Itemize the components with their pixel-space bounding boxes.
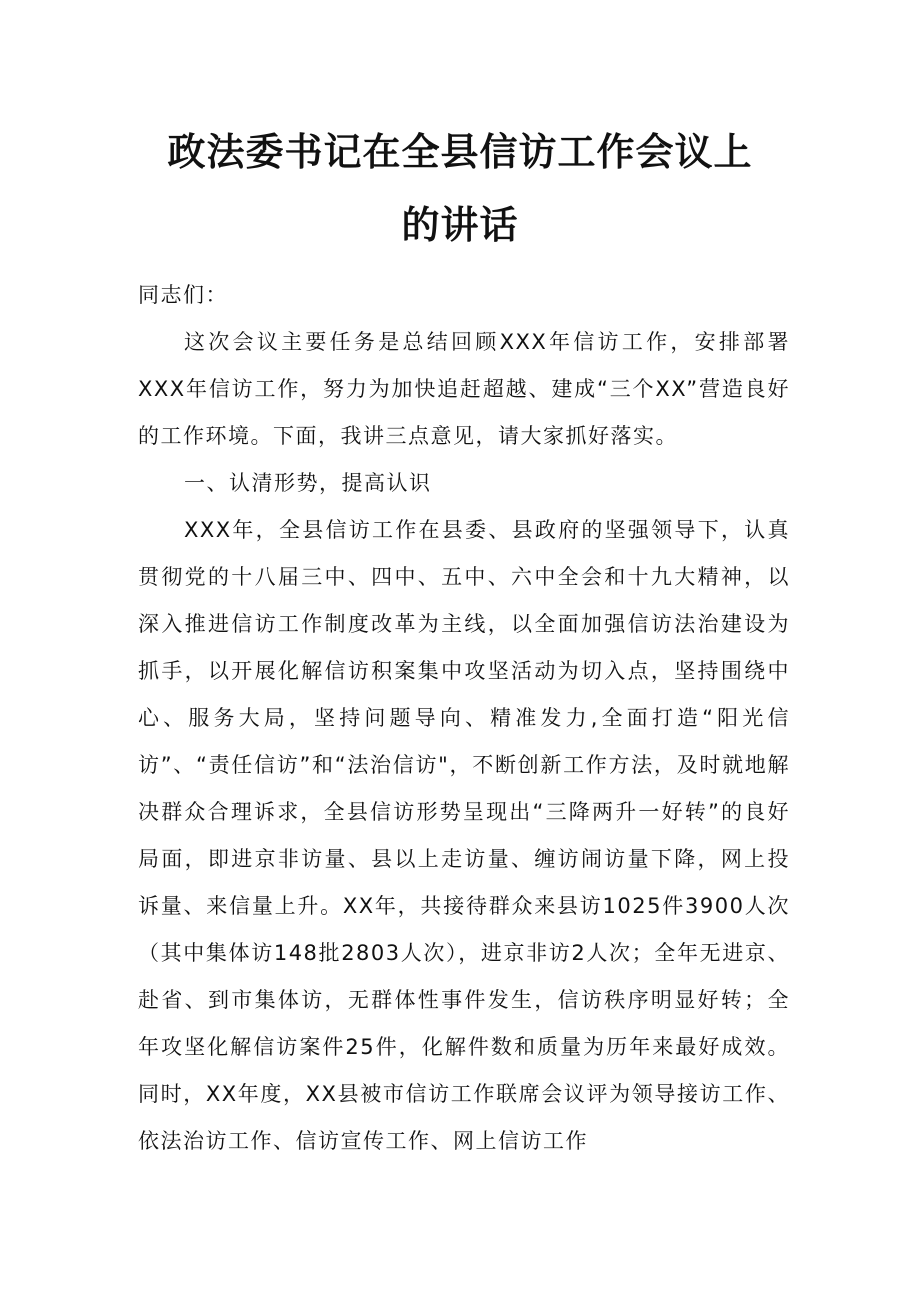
paragraph-situation: XXX年，全县信访工作在县委、县政府的坚强领导下，认真贯彻党的十八届三中、四中、五中、六中全会和十九大精神，以深入推进信访工作制度改革为主线，以全面加强信访法治建设为抓手，以开展化解信访积案集中攻坚活动为切入点，坚持围绕中心、服务大局，坚持问题导向、精准发力,全面打造“阳光信访”、“责任信访”和“法治信访"，不断创新工作方法，及时就地解决群众合理诉求，全县信访形势呈现出“三降两升一好转”的良好局面，即进京非访量、县以上走访量、缠访闹访量下降，网上投诉量、来信量上升。XX年，共接待群众来县访1025件3900人次（其中集体访148批2803人次），进京非访2人次；全年无进京、赴省、到市集体访，无群体性事件发生，信访秩序明显好转；全年攻坚化解信访案件25件，化解件数和质量为历年来最好成效。同时，XX年度，XX县被市信访工作联席会议评为领导接访工作、依法治访工作、信访宣传工作、网上信访工作: [138, 518, 790, 1153]
document-title-line-1: 政法委书记在全县信访工作会议上: [167, 130, 753, 174]
salutation: 同志们：: [138, 283, 228, 307]
paragraph-intro: 这次会议主要任务是总结回顾XXX年信访工作，安排部署XXX年信访工作，努力为加快追赶超越、建成“三个XX”营造良好的工作环境。下面，我讲三点意见，请大家抓好落实。: [138, 330, 790, 448]
document-body: [138, 272, 790, 1165]
section-heading-1: 一、认清形势，提高认识: [184, 471, 432, 495]
document-title-line-2: 的讲话: [401, 203, 519, 247]
